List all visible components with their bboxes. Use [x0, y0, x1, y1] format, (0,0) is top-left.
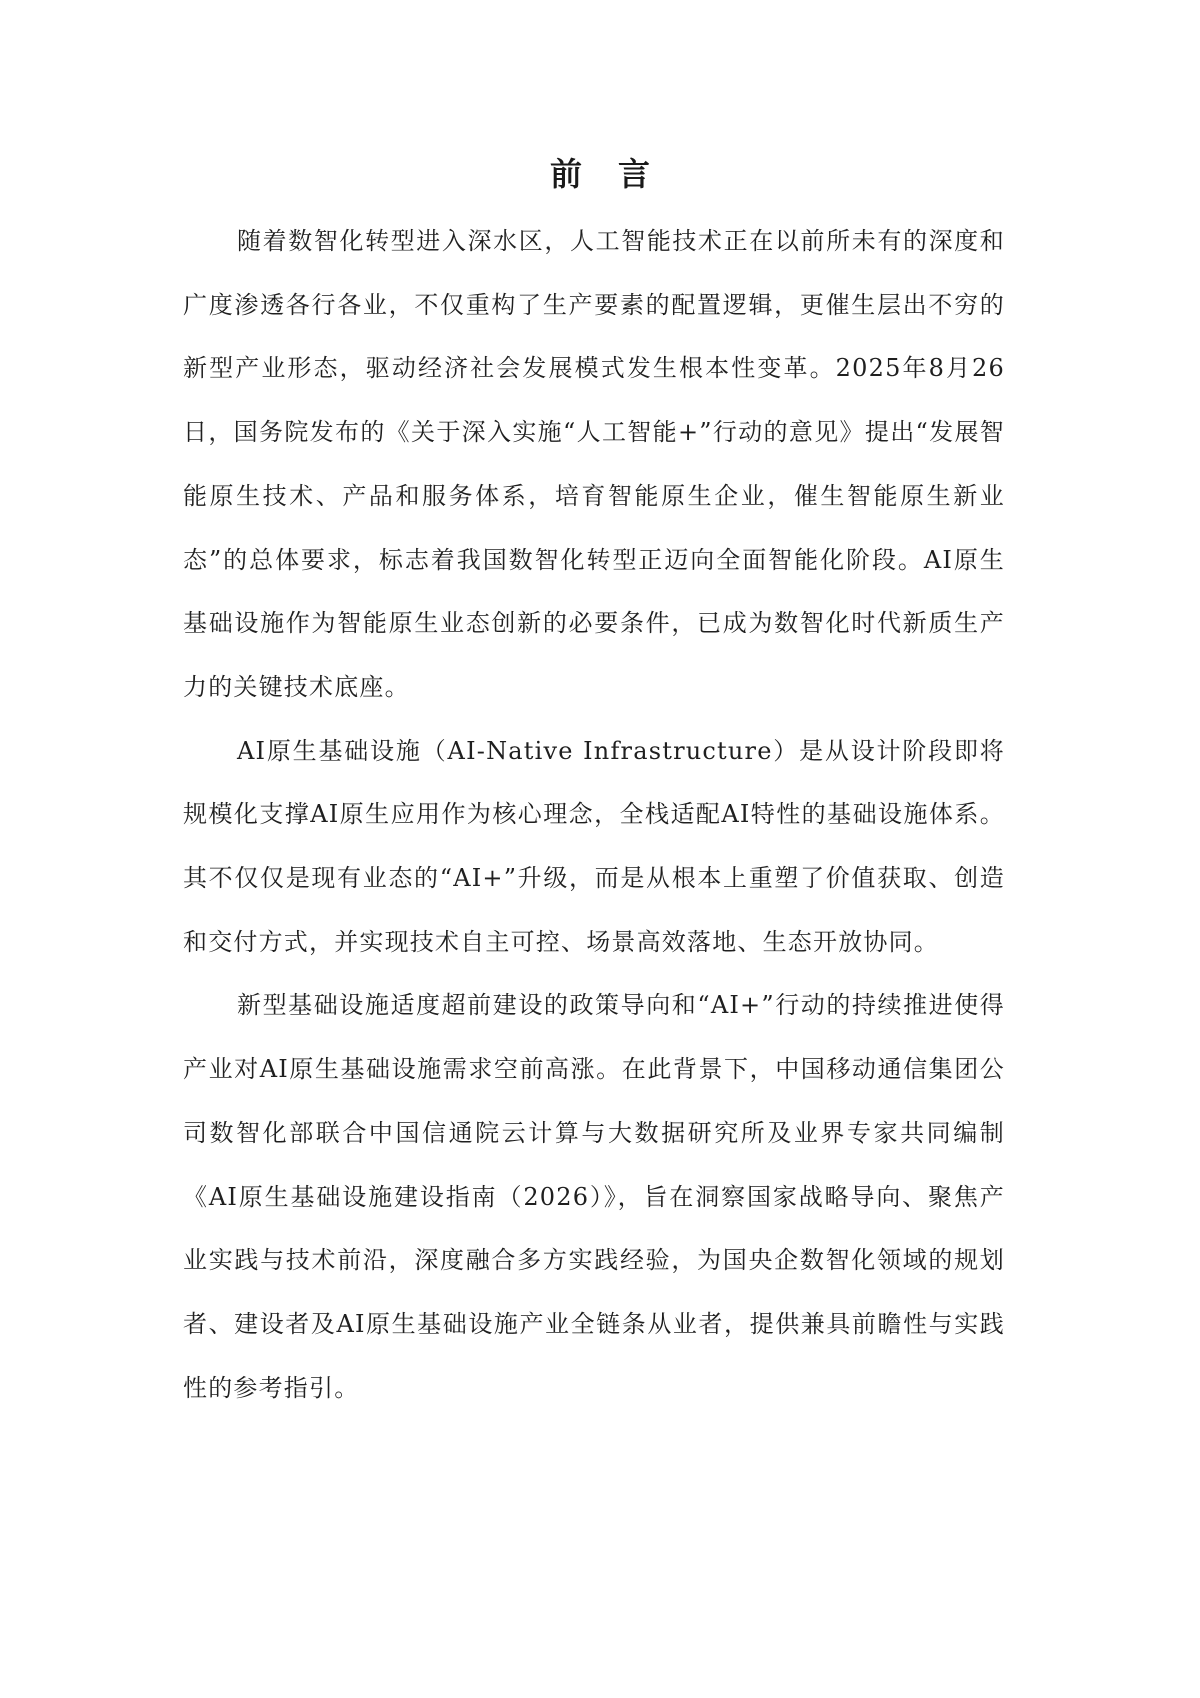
- title-char: 前: [549, 155, 582, 193]
- document-body: [183, 210, 1005, 1420]
- page-title: [0, 150, 1200, 198]
- paragraph-3: 新型基础设施适度超前建设的政策导向和“AI+”行动的持续推进使得产业对AI原生基础设施需求空前高涨。在此背景下，中国移动通信集团公司数智化部联合中国信通院云计算与大数据研究所及业界专家共同编制《AI原生基础设施建设指南（2026）》，旨在洞察国家战略导向、聚焦产业实践与技术前沿，深度融合多方实践经验，为国央企数智化领域的规划者、建设者及AI原生基础设施产业全链条从业者，提供兼具前瞻性与实践性的参考指引。: [183, 991, 1005, 1402]
- title-char: 言: [618, 155, 651, 193]
- paragraph-1: 随着数智化转型进入深水区，人工智能技术正在以前所未有的深度和广度渗透各行各业，不仅重构了生产要素的配置逻辑，更催生层出不穷的新型产业形态，驱动经济社会发展模式发生根本性变革。2025年8月26日，国务院发布的《关于深入实施“人工智能+”行动的意见》提出“发展智能原生技术、产品和服务体系，培育智能原生企业，催生智能原生新业态”的总体要求，标志着我国数智化转型正迈向全面智能化阶段。AI原生基础设施作为智能原生业态创新的必要条件，已成为数智化时代新质生产力的关键技术底座。: [183, 227, 1005, 701]
- paragraph-2: AI原生基础设施（AI-Native Infrastructure）是从设计阶段即将规模化支撑AI原生应用作为核心理念，全栈适配AI特性的基础设施体系。其不仅仅是现有业态的“AI+”升级，而是从根本上重塑了价值获取、创造和交付方式，并实现技术自主可控、场景高效落地、生态开放协同。: [183, 736, 1005, 956]
